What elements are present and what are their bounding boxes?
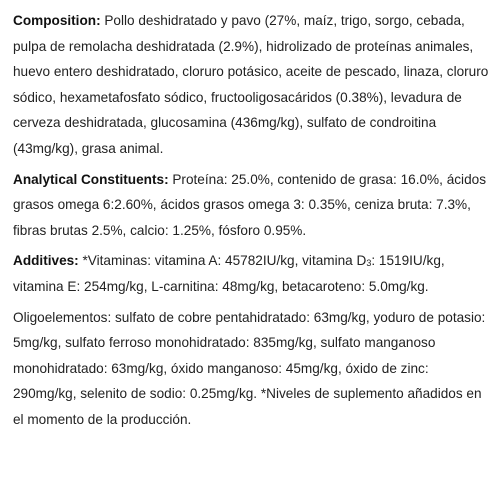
composition-text: Pollo deshidratado y pavo (27%, maíz, trigo, sorgo, cebada, pulpa de remolacha deshidratada (2.9%), hidrolizado de proteínas animales, huevo entero deshidratado, cloruro potásico, aceite de pescado, linaza, cloruro sódico, hexametafosfato sódico, fructooligosacáridos (0.38%), levadura de cerveza deshidratada, glucosamina (436mg/kg), sulfato de condroitina (43mg/kg), grasa animal. xyxy=(13,13,489,156)
additives-text-part2: : 1519IU/kg, vitamina E: 254mg/kg, L-carnitina: 48mg/kg, betacaroteno: 5.0mg/kg. xyxy=(13,253,445,294)
vitamin-d-subscript: 3 xyxy=(366,258,372,269)
analytical-constituents-section xyxy=(13,167,493,244)
composition-heading: Composition: xyxy=(13,13,101,28)
additives-text-part1: *Vitaminas: vitamina A: 45782IU/kg, vitamina D xyxy=(78,253,367,269)
additives-heading: Additives: xyxy=(13,253,79,269)
trace-elements-text: Oligoelementos: sulfato de cobre pentahidratado: 63mg/kg, yoduro de potasio: 5mg/kg, sulfato ferroso monohidratado: 835mg/kg, sulfato manganoso monohidratado: 63mg/kg, óxido manganoso: 45mg/kg, óxido de zinc: 290mg/kg, selenito de sodio: 0.25mg/kg. *Niveles de suplemento añadidos en el momento de la producción. xyxy=(13,309,486,427)
analytical-constituents-text: Proteína: 25.0%, contenido de grasa: 16.0%, ácidos grasos omega 6:2.60%, ácidos grasos omega 3: 0.35%, ceniza bruta: 7.3%, fibras brutas 2.5%, calcio: 1.25%, fósforo 0.95%. xyxy=(13,171,486,238)
ingredient-label-document xyxy=(13,8,493,433)
trace-elements-section xyxy=(13,305,493,433)
composition-section xyxy=(13,8,493,162)
additives-section xyxy=(13,248,493,299)
analytical-constituents-heading: Analytical Constituents: xyxy=(13,171,169,187)
